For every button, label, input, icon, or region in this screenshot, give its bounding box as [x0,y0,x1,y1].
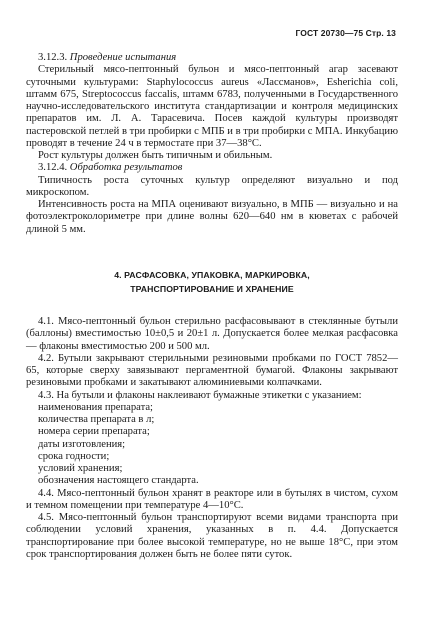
list-item: даты изготовления; [38,438,126,450]
list-item: условий хранения; [38,463,123,474]
section-4-heading [26,268,398,296]
subsection-title: Проведение испытания [69,52,177,63]
subsection-title-3-12-4 [26,162,398,174]
section-heading-line: 4. РАСФАСОВКА, УПАКОВКА, МАРКИРОВКА, [114,270,310,280]
paragraph: 4.4. Мясо-пептонный бульон хранят в реакторе или в бутылях в чистом, сухом и темном помещении при температуре 4—10°С. [26,487,398,511]
subsection-number: 3.12.3. [38,52,68,63]
section-heading-line: ТРАНСПОРТИРОВАНИЕ И ХРАНЕНИЕ [130,284,294,294]
paragraph: Интенсивность роста на МПА оценивают визуально, в МПБ — визуально и на фотоэлектроколориметре при длине волны 620—640 нм в кюветах с рабочей длиной 5 мм. [26,199,398,235]
paragraph: 4.1. Мясо-пептонный бульон стерильно расфасовывают в стеклянные бутыли (баллоны) вместимостью 10±0,5 и 20±1 л. Допускается более мелкая расфасовка — флаконы вместимостью 200 и 500 мл. [26,316,398,352]
paragraph: Рост культуры должен быть типичным и обильным. [38,150,273,161]
list-item: обозначения настоящего стандарта. [38,475,199,487]
paragraph: 4.3. На бутыли и флаконы наклеивают бумажные этикетки с указанием: [38,389,362,401]
paragraph: 4.2. Бутыли закрывают стерильными резиновыми пробками по ГОСТ 7852—65, которые сверху завязывают пергаментной бумагой. Флаконы закрывают резиновыми пробками и закатывают алюминиевыми колпачками. [26,352,398,389]
section-4-body [26,316,398,561]
list-item: наименования препарата; [38,401,154,413]
subsection-title: Обработка результатов [69,162,183,174]
paragraph: Стерильный мясо-пептонный бульон и мясо-пептонный агар засевают суточными культурами: Staphylococcus aureus «Лассманов», Esherichia coli, штамм 675, Streptococcus faccalis, штамм 6783, полученными в Государственного научно-исследовательского института стандартизации и контроля медицинских препаратов им. Л. А. Тарасевича. Посев каждой культуры производят пастеровской петлей в три пробирки с МПБ и в три пробирки с МПА. Инкубацию проводят в течение 24 ч в термостате при 37—38°С. [26,64,398,149]
list-item: срока годности; [38,450,110,462]
page-header: ГОСТ 20730—75 Стр. 13 [295,28,396,38]
list-item: количества препарата в л; [38,414,155,425]
paragraph: Типичность роста суточных культур определяют визуально и под микроскопом. [26,174,398,198]
subsection-title-3-12-3 [26,52,398,64]
list-item: номера серии препарата; [38,426,150,438]
section-3-12 [26,52,398,236]
paragraph: 4.5. Мясо-пептонный бульон транспортируют всеми видами транспорта при соблюдении условий хранения, указанных в п. 4.4. Допускается транспортирование при более высокой температуре, но не выше 18°С, при этом срок транспортирования должен быть не более пяти суток. [26,512,398,560]
subsection-number: 3.12.4. [38,162,68,174]
